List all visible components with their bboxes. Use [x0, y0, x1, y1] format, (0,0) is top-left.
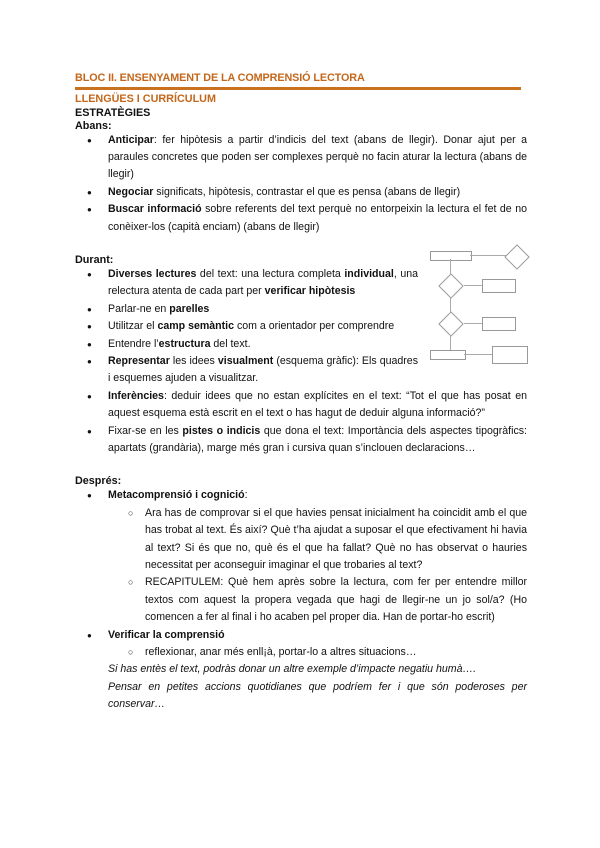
flow-box — [492, 346, 528, 364]
list-item: ● Buscar informació sobre referents del text perquè no entorpeixin la lectura el fet de no conèixer-los (capità enciam) (abans de llegir) — [75, 201, 527, 236]
italic-note: Pensar en petites accions quotidianes que podríem fer i que són poderoses per conservar… — [108, 680, 527, 711]
flow-decision — [438, 311, 463, 336]
list-item: ● Representar les idees visualment (esquema gràfic): Els quadres i esquemes ajuden a visualitzar. — [75, 353, 418, 388]
list-item: ● Inferències: deduir idees que no estan explícites en el text: “Tot el que has posat en aquest esquema està escrit en el text o has hagut de deduir alguna informació?” — [75, 388, 527, 423]
document-page — [75, 72, 527, 714]
flow-decision — [504, 244, 529, 269]
durant-heading: Durant: — [75, 253, 114, 266]
flow-box — [430, 251, 472, 261]
list-item: ● Parlar-ne en parelles — [75, 301, 418, 318]
despres-heading: Després: — [75, 475, 122, 488]
list-item: ● Utilitzar el camp semàntic com a orientador per comprendre — [75, 318, 418, 335]
title-rule — [75, 87, 521, 90]
list-item: ● Fixar-se en les pistes o indicis que dona el text: Importància dels aspectes tipogràfics: apartats (grandària), marge més gran i cursiva quan s’inclouen declaracions… — [75, 423, 527, 458]
flow-line — [464, 323, 482, 324]
section-title: ESTRATÈGIES — [75, 106, 151, 119]
sub-list-item: ○ reflexionar, anar més enll¡à, portar-lo a altres situacions… — [75, 644, 527, 661]
italic-note: Si has entès el text, podràs donar un altre exemple d’impacte negatiu humà…. — [108, 663, 477, 676]
sub-list-item: ○ RECAPITULEM: Què hem après sobre la lectura, com fer per entendre millor textos com aquest la propera vegada que hagi de llegir-ne un jo sol/a? (Ho comencen a fer al final i ho acaben pel proper dia. Han de portar-ho escrit) — [75, 574, 527, 626]
list-item: ● Anticipar: fer hipòtesis a partir d’indicis del text (abans de llegir). Donar ajut per a paraules concretes que poden ser complexes perquè no facin aturar la lectura (abans de llegir) — [75, 132, 527, 184]
flow-box — [482, 279, 516, 293]
list-item: ● Entendre l’estructura del text. — [75, 336, 418, 353]
flowchart-image — [428, 247, 548, 372]
flow-line — [464, 354, 492, 355]
abans-heading: Abans: — [75, 119, 112, 132]
list-item: ● Metacomprensió i cognició: — [75, 487, 527, 504]
subtitle: LLENGÜES I CURRÍCULUM — [75, 92, 216, 105]
despres-list — [75, 487, 527, 661]
list-item: ● Verificar la comprensió — [75, 627, 527, 644]
flow-box — [430, 350, 466, 360]
list-item: ● Diverses lectures del text: una lectura completa individual, una relectura atenta de cada part per verificar hipòtesis — [75, 266, 418, 301]
flow-decision — [438, 273, 463, 298]
flow-line — [450, 335, 451, 351]
list-item: ● Negociar significats, hipòtesis, contrastar el que es pensa (abans de llegir) — [75, 184, 527, 201]
durant-list-cont — [75, 388, 527, 458]
flow-line — [464, 285, 482, 286]
flow-line — [470, 255, 506, 256]
abans-list — [75, 132, 527, 236]
bloc-title: BLOC II. ENSENYAMENT DE LA COMPRENSIÓ LECTORA — [75, 72, 365, 84]
sub-list-item: ○ Ara has de comprovar si el que havies pensat inicialment ha coincidit amb el que has trobat al text. És així? Què t’ha ajudat a suposar el que efectivament hi havia al text? Si és que no, què és el que ha fallat? Què no has observat o hauries necessitat per aconseguir imaginar el que trobaries al text? — [75, 505, 527, 575]
flow-box — [482, 317, 516, 331]
